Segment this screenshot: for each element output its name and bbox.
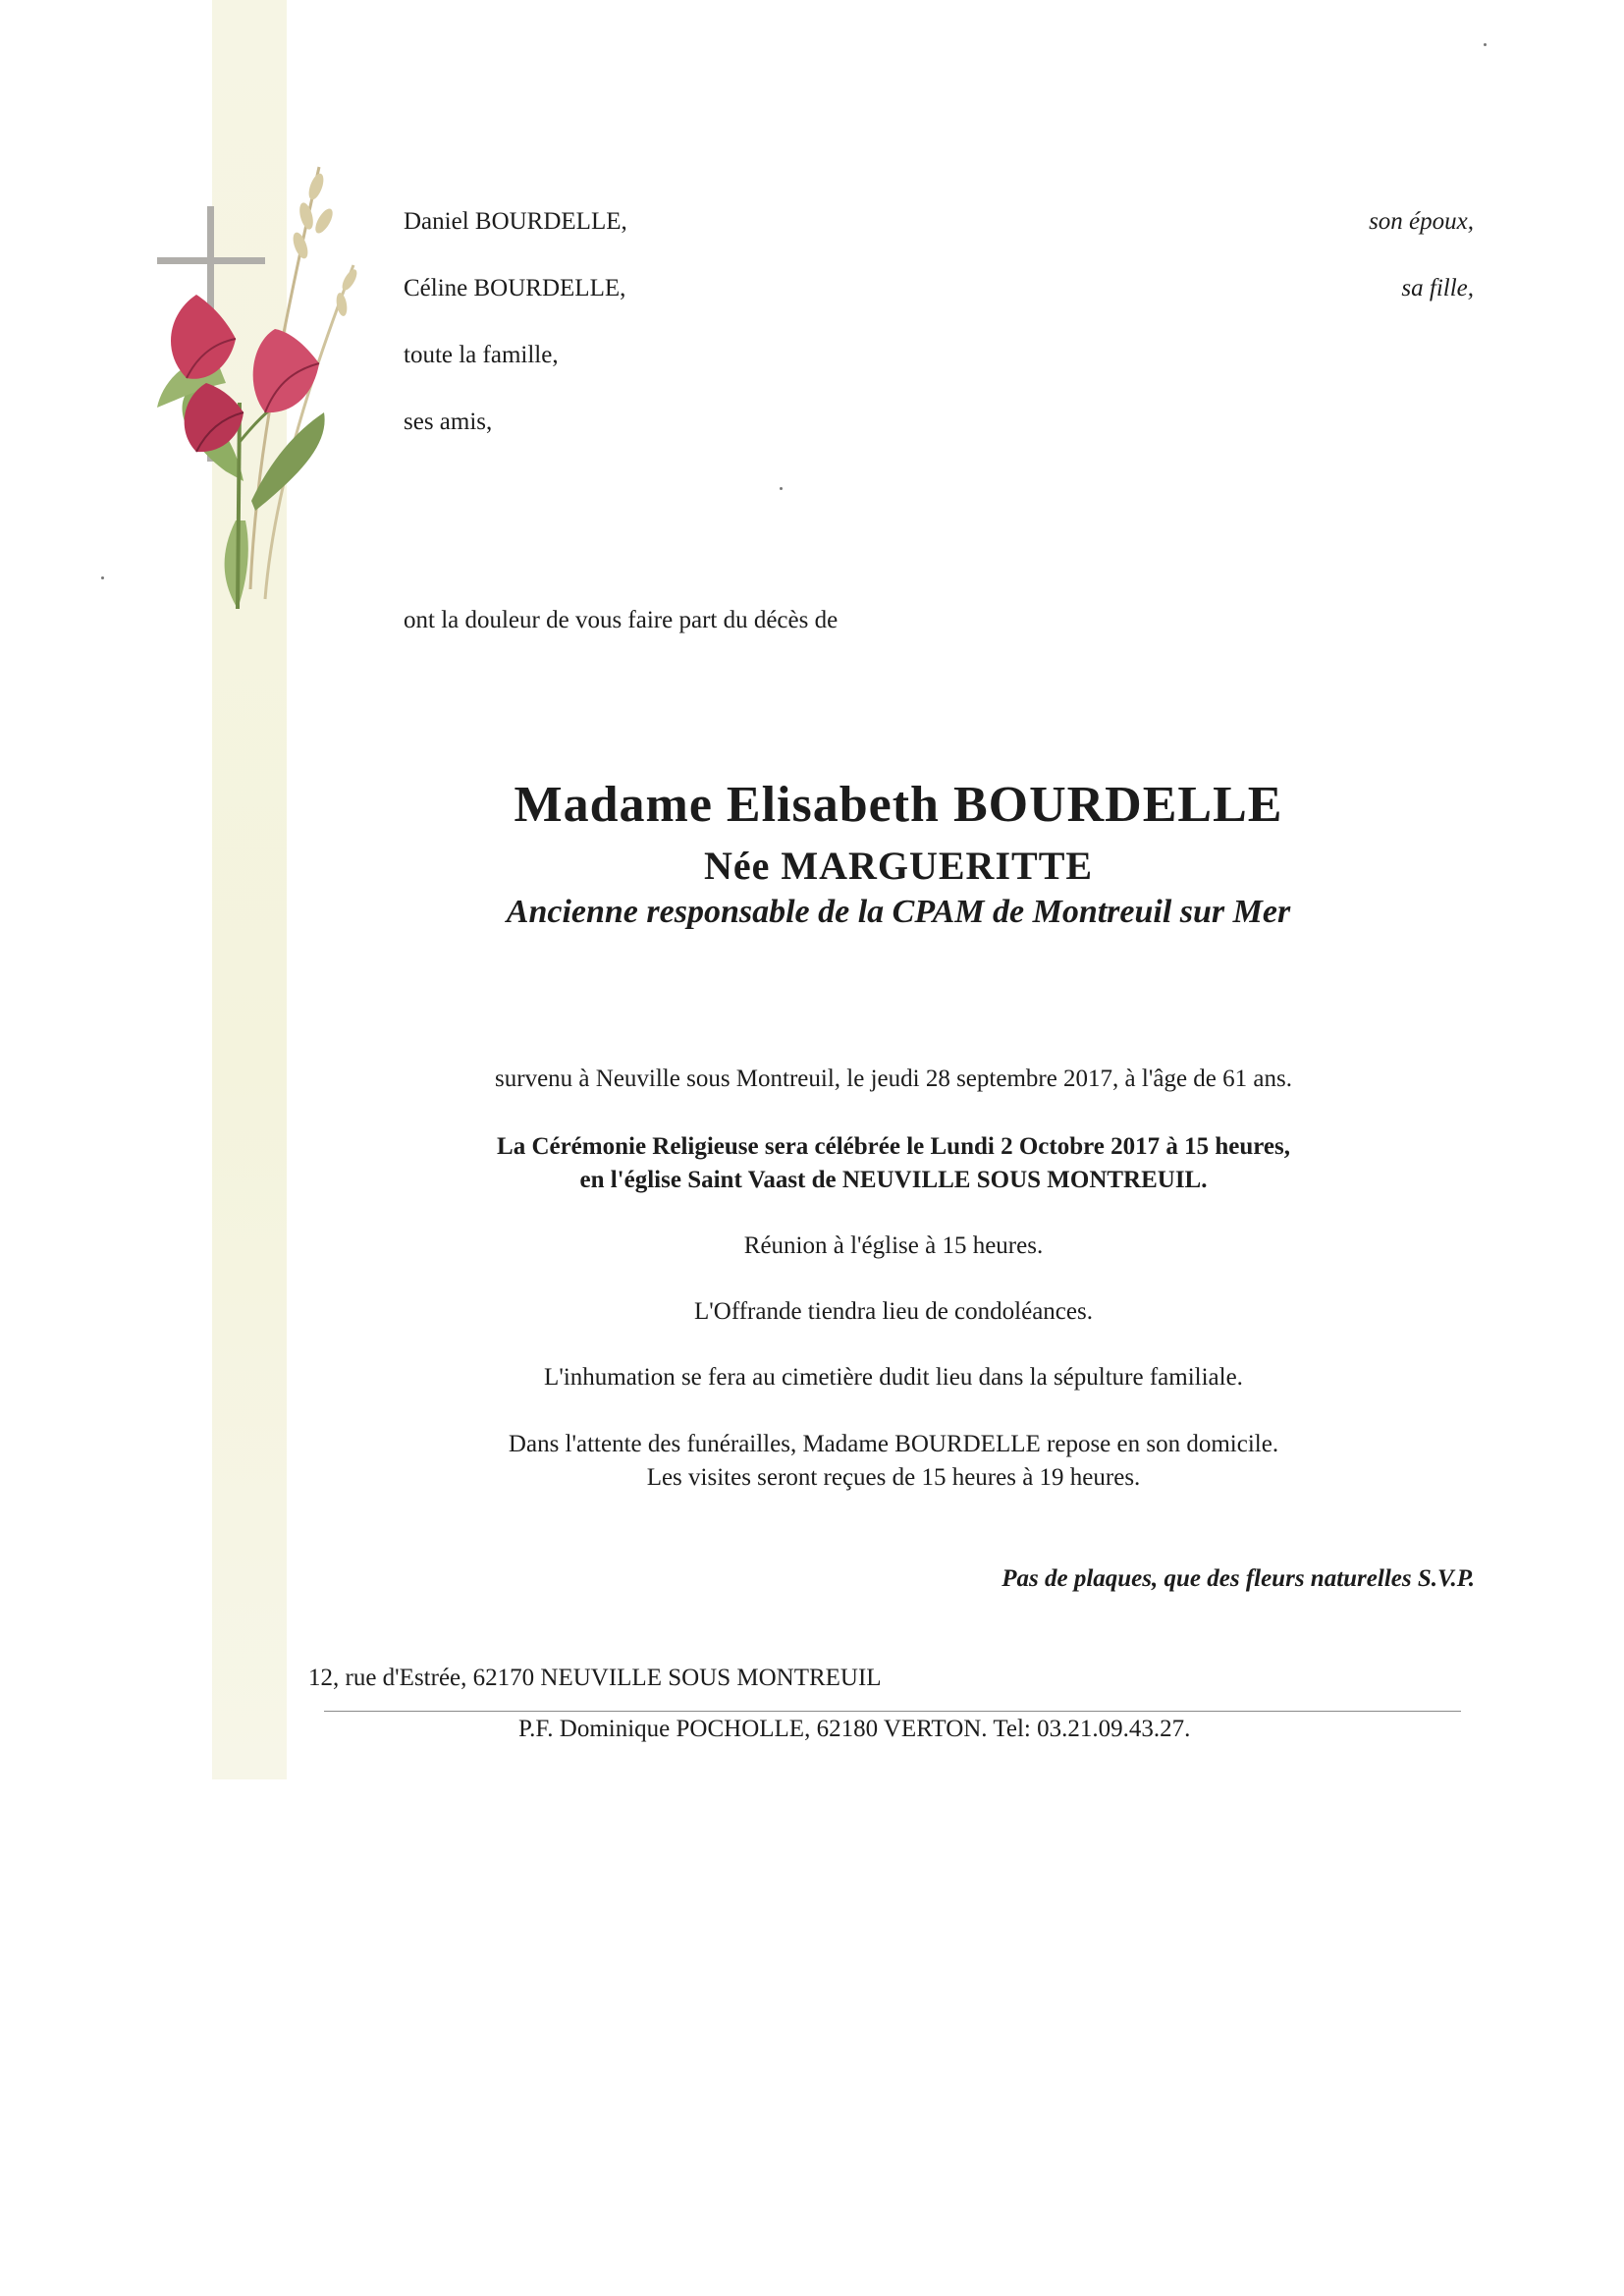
- deceased-role: Ancienne responsable de la CPAM de Montreuil sur Mer: [506, 894, 1291, 930]
- family-member-1: Daniel BOURDELLE,: [404, 208, 627, 235]
- burial-text: L'inhumation se fera au cimetière dudit lieu dans la sépulture familiale.: [544, 1364, 1243, 1391]
- family-line-3: toute la famille,: [404, 342, 559, 368]
- ceremony-line-2: en l'église Saint Vaast de NEUVILLE SOUS MONTREUIL.: [579, 1167, 1208, 1193]
- relation-2: sa fille,: [1401, 275, 1474, 301]
- address-text: 12, rue d'Estrée, 62170 NEUVILLE SOUS MONTREUIL: [308, 1665, 882, 1691]
- maiden-name: Née MARGUERITTE: [703, 844, 1094, 888]
- scan-speck: [780, 487, 783, 490]
- visits-line-1: Dans l'attente des funérailles, Madame BOURDELLE repose en son domicile.: [508, 1431, 1279, 1457]
- meeting-text: Réunion à l'église à 15 heures.: [743, 1232, 1044, 1259]
- scan-speck: [101, 576, 104, 579]
- death-info: survenu à Neuville sous Montreuil, le jeudi 28 septembre 2017, à l'âge de 61 ans.: [495, 1066, 1292, 1092]
- funeral-home-text: P.F. Dominique POCHOLLE, 62180 VERTON. Tel: 03.21.09.43.27.: [518, 1716, 1191, 1742]
- family-member-2: Céline BOURDELLE,: [404, 275, 626, 301]
- flowers-note: Pas de plaques, que des fleurs naturelles S.V.P.: [1001, 1565, 1475, 1592]
- deceased-name: Madame Elisabeth BOURDELLE: [514, 777, 1283, 833]
- ceremony-line-1: La Cérémonie Religieuse sera célébrée le Lundi 2 Octobre 2017 à 15 heures,: [497, 1133, 1290, 1160]
- scan-speck: [1484, 43, 1487, 46]
- relation-1: son époux,: [1369, 208, 1474, 235]
- offering-text: L'Offrande tiendra lieu de condoléances.: [694, 1298, 1093, 1325]
- divider-line: [324, 1711, 1461, 1712]
- announcement-text: ont la douleur de vous faire part du décès de: [404, 607, 839, 633]
- family-line-4: ses amis,: [404, 409, 493, 435]
- visits-line-2: Les visites seront reçues de 15 heures à 19 heures.: [646, 1464, 1141, 1491]
- cross-calla-lily-wheat-icon: [157, 147, 383, 619]
